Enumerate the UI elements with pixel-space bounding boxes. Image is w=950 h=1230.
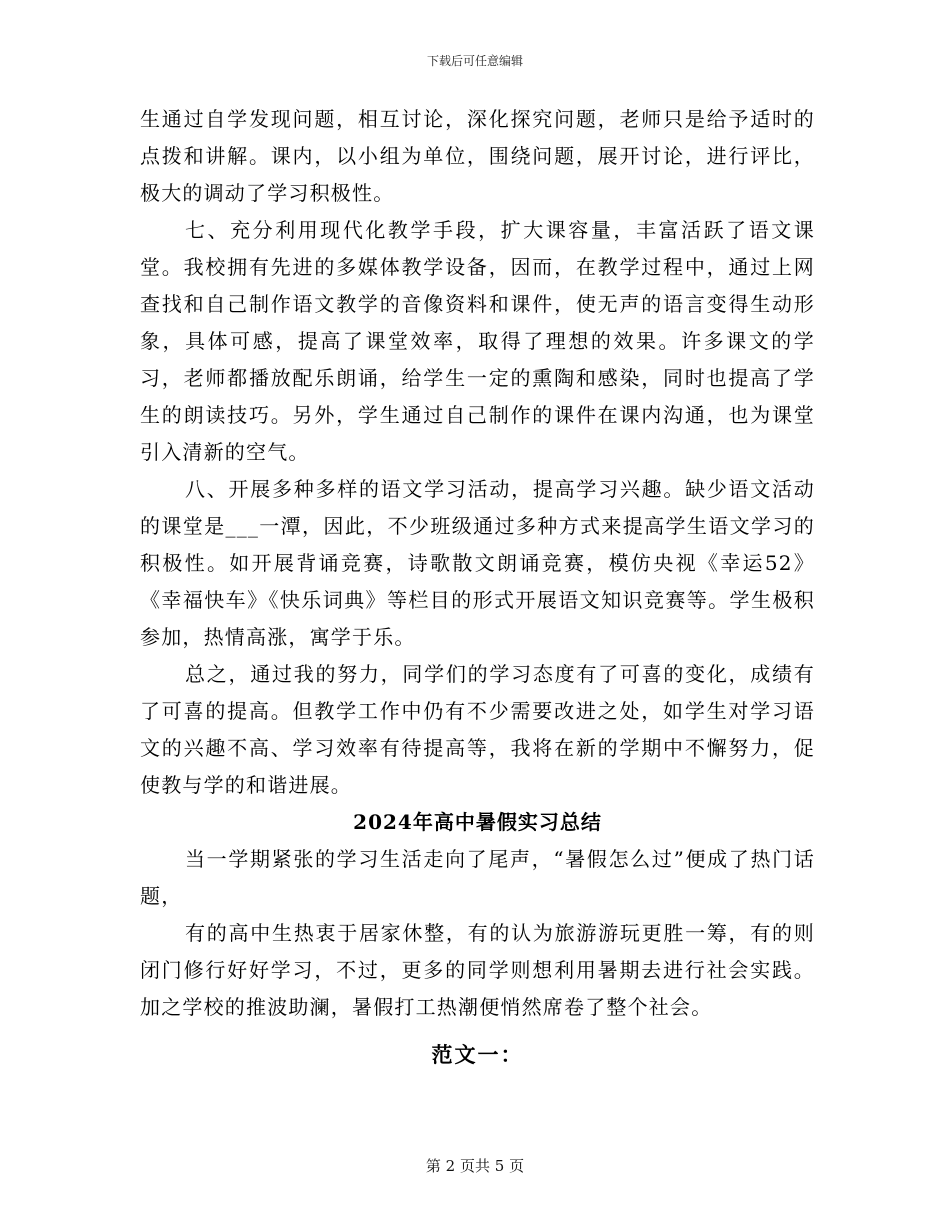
paragraph-continuation: 生通过自学发现问题，相互讨论，深化探究问题，老师只是给予适时的点拨和讲解。课内，以小组为单位，围绕问题，展开讨论，进行评比，极大的调动了学习积极性。 bbox=[140, 107, 815, 205]
section-paragraph-body: 有的高中生热衷于居家休整，有的认为旅游游玩更胜一筹，有的则闭门修行好好学习，不过，更多的同学则想利用暑期去进行社会实践。加之学校的推波助澜，暑假打工热潮便悄然席卷了整个社会。 bbox=[140, 921, 815, 1019]
document-body bbox=[140, 101, 815, 1073]
section-title: 2024年高中暑假实习总结 bbox=[353, 810, 602, 834]
section-paragraph-intro: 当一学期紧张的学习生活走向了尾声，“暑假怎么过”便成了热门话题， bbox=[140, 847, 815, 908]
sample-title: 范文一： bbox=[431, 1042, 524, 1067]
page-header: 下载后可任意编辑 bbox=[426, 54, 523, 68]
page-number: 第 2 页共 5 页 bbox=[425, 1157, 525, 1175]
paragraph-eight: 八、开展多种多样的语文学习活动，提高学习兴趣。缺少语文活动的课堂是___一潭，因此，不少班级通过多种方式来提高学生语文学习的积极性。如开展背诵竞赛，诗歌散文朗诵竞赛，模仿央视《幸运52》《幸福快车》《快乐词典》等栏目的形式开展语文知识竞赛等。学生极积参加，热情高涨，寓学于乐。 bbox=[140, 477, 815, 649]
paragraph-seven: 七、充分利用现代化教学手段，扩大课容量，丰富活跃了语文课堂。我校拥有先进的多媒体教学设备，因而，在教学过程中，通过上网查找和自己制作语文教学的音像资料和课件，使无声的语言变得生动形象，具体可感，提高了课堂效率，取得了理想的效果。许多课文的学习，老师都播放配乐朗诵，给学生一定的熏陶和感染，同时也提高了学生的朗读技巧。另外，学生通过自己制作的课件在课内沟通，也为课堂引入清新的空气。 bbox=[140, 218, 815, 464]
paragraph-summary: 总之，通过我的努力，同学们的学习态度有了可喜的变化，成绩有了可喜的提高。但教学工作中仍有不少需要改进之处，如学生对学习语文的兴趣不高、学习效率有待提高等，我将在新的学期中不懈努力，促使教与学的和谐进展。 bbox=[140, 662, 815, 797]
